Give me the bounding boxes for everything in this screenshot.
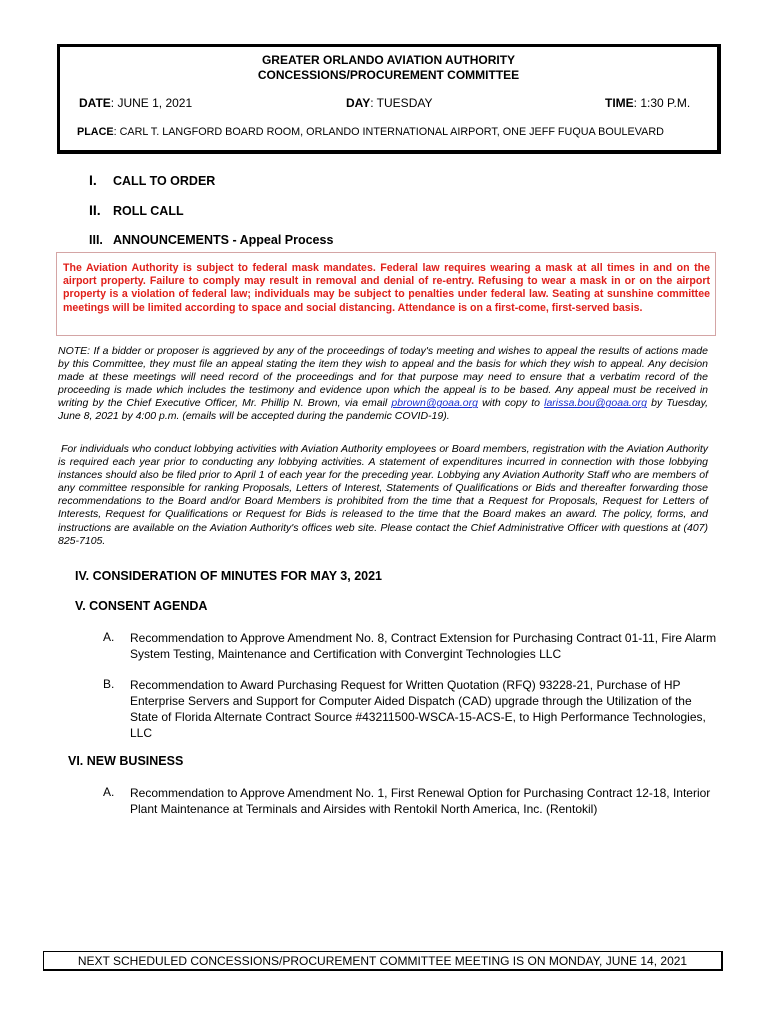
meeting-header-box — [57, 44, 721, 154]
section-consent-agenda: V. CONSENT AGENDA — [75, 599, 208, 613]
new-business-item-letter: A. — [103, 785, 115, 799]
committee-title: CONCESSIONS/PROCUREMENT COMMITTEE — [257, 68, 520, 82]
lobbying-note: For individuals who conduct lobbying activities with Aviation Authority employees or Board members, registration with the Aviation Authority is required each year prior to conducting any lobbying activities. A statement of expenditures incurred in connection with those lobbying instances should also be filed prior to April 1 of each year for the preceding year. Lobbying any Aviation Authority Staff who are members of any committee responsible for ranking Proposals, Letters of Interest, Statements of Qualifications or Bids and thereafter forwarding those recommendations to the Board and/or Board Members is prohibited from the time that a Request for Proposals, Request for Letters of Interests, Request for Qualifications or Request for Bids is released to the time that the Board makes an award. The policy, forms, and instructions are available on the Aviation Authority's offices web site. Please contact the Chief Administrative Officer with questions at (407) 825-7105. — [58, 443, 708, 547]
meeting-time: TIME: 1:30 P.M. — [605, 96, 691, 110]
consent-item-letter: A. — [103, 630, 115, 644]
appeal-process-note: NOTE: If a bidder or proposer is aggrieved by any of the proceedings of today's meeting and wishes to appeal the results of actions made by this Committee, they must file an appeal stating the item they wish to appeal and the basis for which they wish to appeal. Any decision made at these meetings will need record of the proceedings and for that purpose may need to ensure that a verbatim record of the proceeding is made which includes the testimony and evidence upon which the appeal is to be based. Any appeal must be received in writing by the Chief Executive Officer, Mr. Phillip N. Brown, via email pbrown@goaa.org with copy to larissa.bou@goaa.org by Tuesday, June 8, 2021 by 4:00 p.m. (emails will be accepted during the pandemic COVID-19). — [58, 345, 709, 423]
consent-item-text: Recommendation to Award Purchasing Request for Written Quotation (RFQ) 93228-21, Purchase of HP Enterprise Servers and Support for Computer Aided Dispatch (CAD) upgrade through the Utilization of the State of Florida Alternate Contract Source #43211500-WSCA-15-ACS-E, to High Performance Technologies, LLC — [130, 678, 706, 740]
section-announcements: III. ANNOUNCEMENTS - Appeal Process — [89, 233, 334, 247]
mask-mandate-notice: The Aviation Authority is subject to federal mask mandates. Federal law requires wearing a mask at all times in and on the airport property. Failure to comply may result in removal and denial of re-entry. Refusing to wear a mask in or on the airport property is a violation of federal law; individuals may be subject to penalties under federal law. Seating at sunshine committee meetings will be limited according to space and social distancing. Attendance is on a first-come, first-served basis. — [56, 252, 716, 336]
new-business-item-text: Recommendation to Approve Amendment No. 1, First Renewal Option for Purchasing Contract 12-18, Interior Plant Maintenance at Terminals and Airsides with Rentokil North America, Inc. (Rentokil) — [130, 786, 711, 816]
section-new-business: VI. NEW BUSINESS — [68, 754, 184, 768]
meeting-day: DAY: TUESDAY — [346, 96, 433, 110]
next-meeting-footer: NEXT SCHEDULED CONCESSIONS/PROCUREMENT COMMITTEE MEETING IS ON MONDAY, JUNE 14, 2021 — [43, 951, 723, 971]
organization-title: GREATER ORLANDO AVIATION AUTHORITY — [261, 53, 516, 67]
meeting-date: DATE: JUNE 1, 2021 — [79, 96, 193, 110]
consent-item-letter: B. — [103, 677, 115, 691]
ceo-email-link[interactable]: pbrown@goaa.org — [391, 397, 478, 410]
consent-item-text: Recommendation to Approve Amendment No. 8, Contract Extension for Purchasing Contract 01-11, Fire Alarm System Testing, Maintenance and Certification with Convergint Technologies LLC — [130, 631, 717, 661]
meeting-place: PLACE: CARL T. LANGFORD BOARD ROOM, ORLANDO INTERNATIONAL AIRPORT, ONE JEFF FUQUA BOULEVARD — [77, 126, 664, 138]
section-call-to-order: I. CALL TO ORDER — [89, 172, 216, 188]
section-consideration-of-minutes: IV. CONSIDERATION OF MINUTES FOR MAY 3, 2021 — [75, 569, 383, 583]
section-roll-call: II. ROLL CALL — [89, 202, 184, 218]
copy-email-link[interactable]: larissa.bou@goaa.org — [544, 397, 648, 410]
